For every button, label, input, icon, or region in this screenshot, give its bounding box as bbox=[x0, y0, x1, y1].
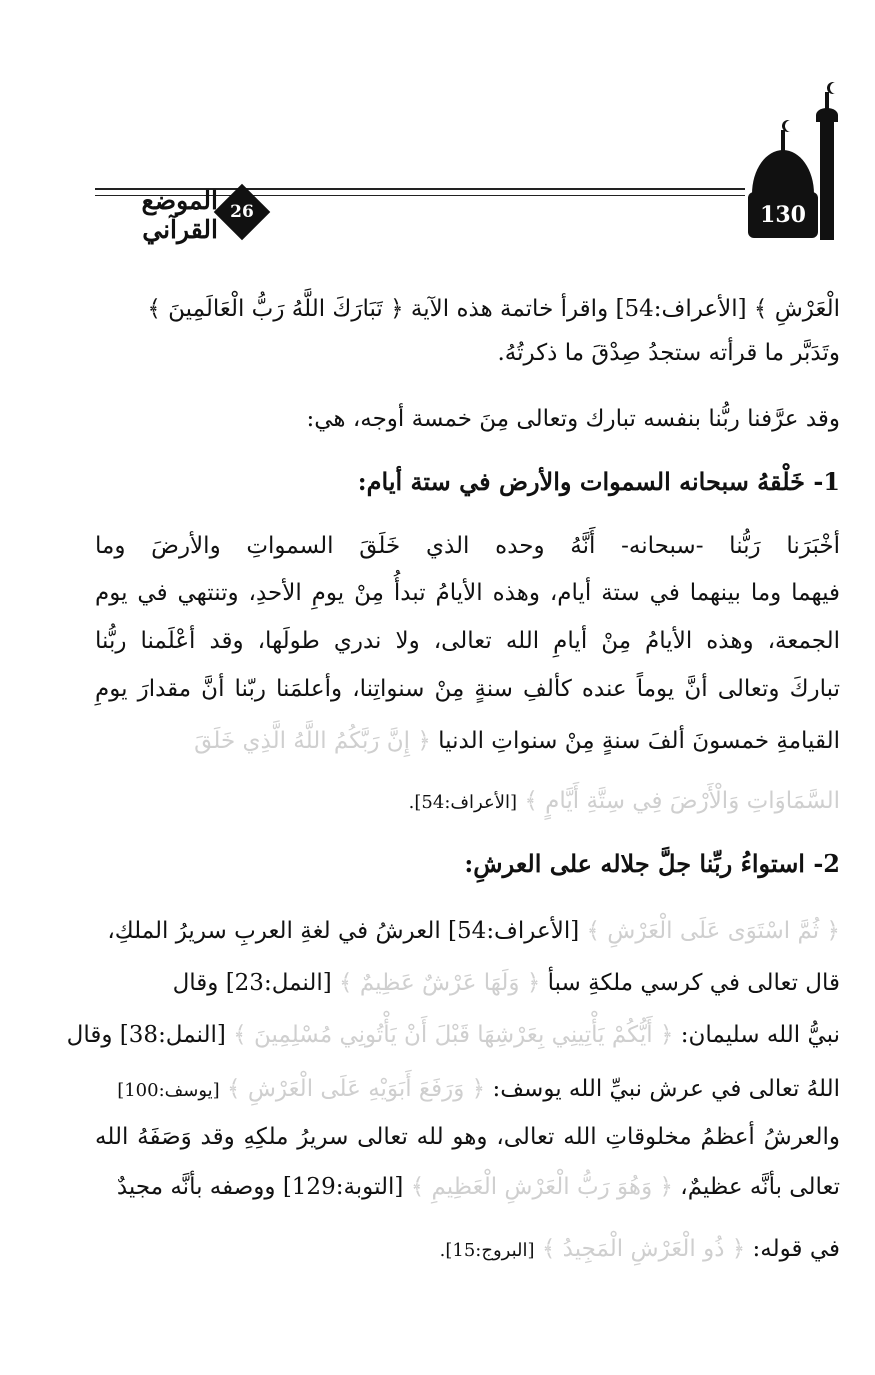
paragraph-1-line-4: تباركَ وتعالى أنَّ يوماً عنده كألفِ سنةٍ مِنْ سنواتِنا، وأعلمَنا ربّنا أنَّ مقدارَ يومِ bbox=[95, 676, 840, 702]
paragraph-2-line-4 bbox=[95, 1078, 840, 1101]
chapter-number: 26 bbox=[230, 202, 254, 222]
line-main: تعالى بأنَّه عظيمٌ، bbox=[680, 1174, 840, 1200]
section-heading-1: 1- خَلْقهُ سبحانه السموات والأرض في ستة أيام: bbox=[357, 467, 840, 496]
verse-faint: ﴿ ثُمَّ اسْتَوَى عَلَى الْعَرْشِ ﴾ bbox=[586, 918, 840, 944]
line-main: اللهُ تعالى في عرش نبيِّ الله يوسف: bbox=[492, 1076, 840, 1102]
verse-reference: [الأعراف:54]. bbox=[408, 792, 517, 813]
crescent-icon bbox=[830, 82, 842, 94]
verse-reference: [البروج:15]. bbox=[439, 1240, 535, 1261]
verse-faint: ﴿ إِنَّ رَبَّكُمُ اللَّهُ الَّذِي خَلَقَ bbox=[194, 728, 431, 754]
paragraph-2-line-7 bbox=[95, 1238, 840, 1261]
minaret-icon bbox=[820, 120, 834, 240]
paragraph-1-line-5 bbox=[95, 730, 840, 753]
paragraph-2-line-6 bbox=[95, 1176, 840, 1199]
paragraph-2-line-5: والعرشُ أعظمُ مخلوقاتِ الله تعالى، وهو لله تعالى سريرُ ملكِهِ وقد وَصَفَهُ الله bbox=[95, 1124, 840, 1150]
paragraph-1-line-3: الجمعة، وهذه الأيامُ مِنْ أيامِ الله تعالى، ولا ندري طولَها، وقد أعْلَمنا ربُّنا bbox=[95, 628, 840, 654]
verse-reference: [النمل:23] وقال bbox=[172, 970, 332, 996]
page-number: 130 bbox=[748, 192, 818, 238]
paragraph-1-line-2: فيهما وما بينهما في ستة أيام، وهذه الأيامُ تبدأُ مِنْ يومِ الأحدِ، وتنتهي في يوم bbox=[95, 580, 840, 606]
verse-reference: [يوسف:100] bbox=[117, 1080, 220, 1101]
verse-faint: ﴿ أَيُّكُمْ يَأْتِينِي بِعَرْشِهَا قَبْلَ أَنْ يَأْتُونِي مُسْلِمِينَ ﴾ bbox=[233, 1022, 674, 1048]
verse-reference: [النمل:38] وقال bbox=[66, 1022, 226, 1048]
verse-faint: ﴿ ذُو الْعَرْشِ الْمَجِيدُ ﴾ bbox=[541, 1236, 746, 1262]
line-main: نبيُّ الله سليمان: bbox=[680, 1022, 840, 1048]
page-header bbox=[0, 0, 875, 260]
paragraph-2-line-1 bbox=[95, 920, 840, 943]
verse-faint: ﴿ وَهُوَ رَبُّ الْعَرْشِ الْعَظِيمِ ﴾ bbox=[410, 1174, 673, 1200]
paragraph-1-line-1: أخْبَرَنا رَبُّنا -سبحانه- أَنَّهُ وحده الذي خَلَقَ السمواتِ والأرضَ وما bbox=[95, 533, 840, 559]
line-main: قال تعالى في كرسي ملكةِ سبأ bbox=[547, 970, 840, 996]
dome-icon bbox=[752, 150, 814, 194]
line-main: [الأعراف:54] العرشُ في لغةِ العربِ سريرُ الملكِ، bbox=[107, 918, 580, 944]
line-main: في قوله: bbox=[752, 1236, 840, 1262]
paragraph-2-line-3 bbox=[66, 1022, 840, 1048]
verse-faint: ﴿ وَرَفَعَ أَبَوَيْهِ عَلَى الْعَرْشِ ﴾ bbox=[227, 1076, 486, 1102]
verse-faint: السَّمَاوَاتِ وَالْأَرْضَ فِي سِتَّةِ أَيَّامٍ ﴾ bbox=[524, 788, 840, 814]
text-line-3: وقد عرَّفنا ربُّنا بنفسه تبارك وتعالى مِنَ خمسة أوجه، هي: bbox=[306, 406, 840, 432]
line-5-main: القيامةِ خمسونَ ألفَ سنةٍ مِنْ سنواتِ الدنيا bbox=[438, 728, 840, 754]
dome-crescent-icon bbox=[785, 120, 797, 132]
text-line-2: وتَدَبَّر ما قرأته ستجدُ صِدْقَ ما ذكرتُهُ. bbox=[497, 340, 840, 366]
verse-reference: [التوبة:129] ووصفه بأنَّه مجيدٌ bbox=[116, 1174, 404, 1200]
text-line-1 bbox=[95, 298, 840, 321]
paragraph-1-line-6 bbox=[95, 790, 840, 813]
verse-faint: ﴿ وَلَهَا عَرْشٌ عَظِيمٌ ﴾ bbox=[339, 970, 541, 996]
paragraph-2-line-2 bbox=[95, 972, 840, 995]
dome-spire bbox=[781, 130, 785, 152]
section-heading-2: 2- استواءُ ربِّنا جلَّ جلاله على العرشِ: bbox=[464, 849, 840, 878]
line-1-text: الْعَرْشِ ﴾ [الأعراف:54] واقرأ خاتمة هذه الآية ﴿ تَبَارَكَ اللَّهُ رَبُّ الْعَالَمِينَ ﴾ bbox=[147, 296, 840, 322]
book-title: الموضع القرآني bbox=[141, 186, 218, 244]
